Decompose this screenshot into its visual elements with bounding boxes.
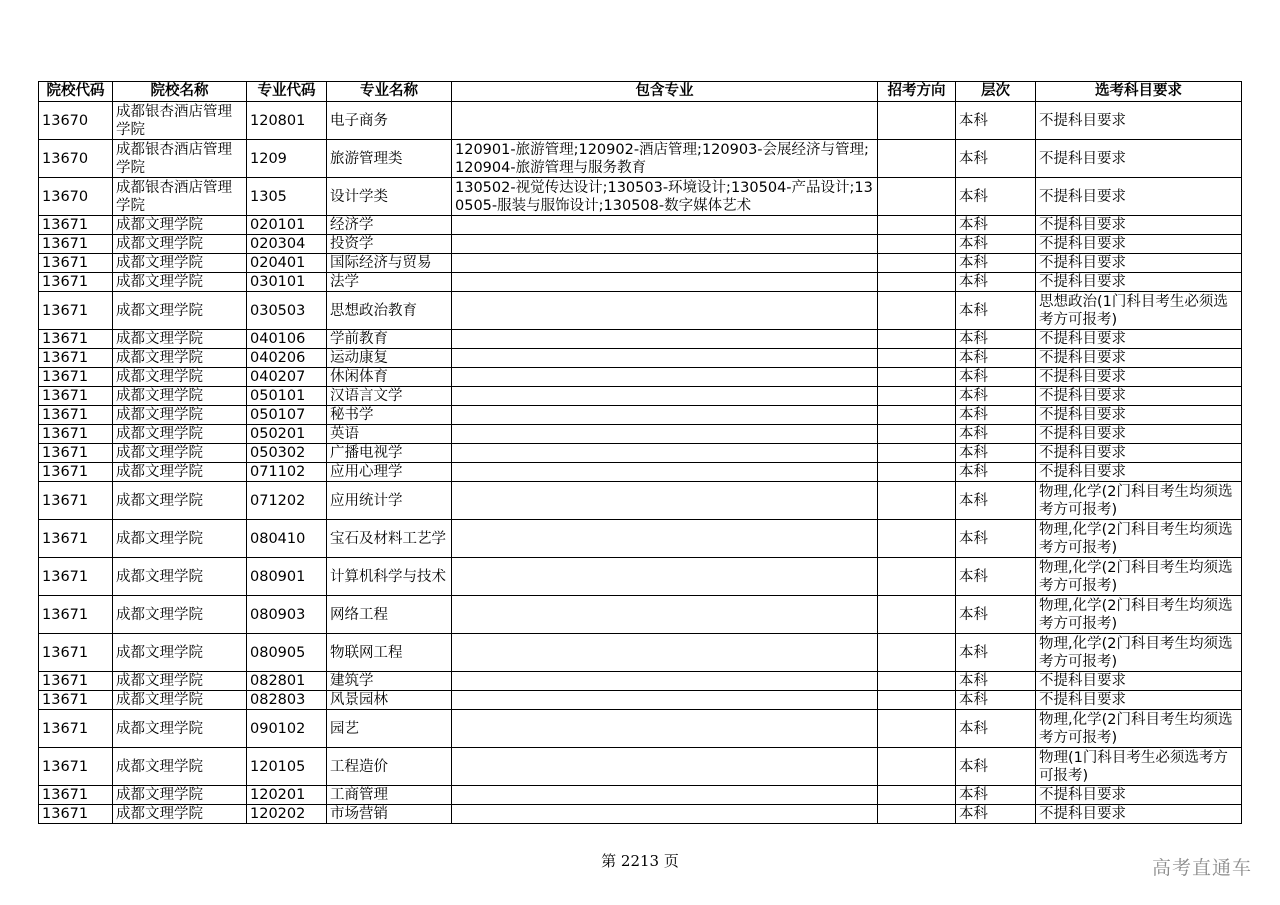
major-code-cell: 1305 bbox=[247, 178, 327, 216]
school-name-cell: 成都文理学院 bbox=[113, 254, 247, 273]
subject-requirement-cell: 不提科目要求 bbox=[1036, 349, 1242, 368]
table-row bbox=[39, 596, 1242, 634]
level-cell: 本科 bbox=[956, 178, 1036, 216]
subject-requirement-cell: 物理,化学(2门科目考生均须选考方可报考) bbox=[1036, 634, 1242, 672]
included-majors-cell bbox=[452, 672, 878, 691]
major-name-cell: 设计学类 bbox=[327, 178, 452, 216]
table-row bbox=[39, 672, 1242, 691]
major-name-cell: 运动康复 bbox=[327, 349, 452, 368]
major-code-cell: 050201 bbox=[247, 425, 327, 444]
school-code-cell: 13671 bbox=[39, 235, 113, 254]
school-name-cell: 成都文理学院 bbox=[113, 406, 247, 425]
school-code-cell: 13671 bbox=[39, 672, 113, 691]
included-majors-cell bbox=[452, 216, 878, 235]
major-name-cell: 计算机科学与技术 bbox=[327, 558, 452, 596]
table-row bbox=[39, 292, 1242, 330]
table-row bbox=[39, 387, 1242, 406]
subject-requirement-cell: 物理,化学(2门科目考生均须选考方可报考) bbox=[1036, 482, 1242, 520]
school-name-cell: 成都文理学院 bbox=[113, 425, 247, 444]
level-cell: 本科 bbox=[956, 216, 1036, 235]
direction-cell bbox=[878, 558, 956, 596]
school-name-cell: 成都文理学院 bbox=[113, 235, 247, 254]
school-name-cell: 成都文理学院 bbox=[113, 786, 247, 805]
level-cell: 本科 bbox=[956, 102, 1036, 140]
school-code-cell: 13671 bbox=[39, 710, 113, 748]
subject-requirement-cell: 不提科目要求 bbox=[1036, 691, 1242, 710]
level-cell: 本科 bbox=[956, 273, 1036, 292]
subject-requirement-cell: 不提科目要求 bbox=[1036, 273, 1242, 292]
school-code-cell: 13671 bbox=[39, 805, 113, 824]
direction-cell bbox=[878, 805, 956, 824]
subject-requirement-cell: 物理,化学(2门科目考生均须选考方可报考) bbox=[1036, 520, 1242, 558]
table-row bbox=[39, 786, 1242, 805]
direction-cell bbox=[878, 482, 956, 520]
direction-cell bbox=[878, 273, 956, 292]
direction-cell bbox=[878, 368, 956, 387]
table-row bbox=[39, 368, 1242, 387]
major-name-cell: 汉语言文学 bbox=[327, 387, 452, 406]
header-level: 层次 bbox=[956, 82, 1036, 102]
included-majors-cell bbox=[452, 482, 878, 520]
subject-requirement-cell: 不提科目要求 bbox=[1036, 672, 1242, 691]
school-code-cell: 13671 bbox=[39, 368, 113, 387]
major-name-cell: 广播电视学 bbox=[327, 444, 452, 463]
level-cell: 本科 bbox=[956, 140, 1036, 178]
major-code-cell: 050107 bbox=[247, 406, 327, 425]
major-code-cell: 080903 bbox=[247, 596, 327, 634]
major-code-cell: 120202 bbox=[247, 805, 327, 824]
school-code-cell: 13671 bbox=[39, 520, 113, 558]
major-code-cell: 040207 bbox=[247, 368, 327, 387]
direction-cell bbox=[878, 216, 956, 235]
table-row bbox=[39, 102, 1242, 140]
subject-requirement-cell: 不提科目要求 bbox=[1036, 444, 1242, 463]
table-row bbox=[39, 444, 1242, 463]
major-name-cell: 园艺 bbox=[327, 710, 452, 748]
direction-cell bbox=[878, 520, 956, 558]
school-name-cell: 成都文理学院 bbox=[113, 691, 247, 710]
direction-cell bbox=[878, 349, 956, 368]
header-major-name: 专业名称 bbox=[327, 82, 452, 102]
school-code-cell: 13670 bbox=[39, 178, 113, 216]
included-majors-cell bbox=[452, 254, 878, 273]
included-majors-cell bbox=[452, 463, 878, 482]
subject-requirement-cell: 物理,化学(2门科目考生均须选考方可报考) bbox=[1036, 710, 1242, 748]
subject-requirement-cell: 物理,化学(2门科目考生均须选考方可报考) bbox=[1036, 596, 1242, 634]
subject-requirement-cell: 物理(1门科目考生必须选考方可报考) bbox=[1036, 748, 1242, 786]
level-cell: 本科 bbox=[956, 482, 1036, 520]
included-majors-cell bbox=[452, 558, 878, 596]
major-code-cell: 071202 bbox=[247, 482, 327, 520]
included-majors-cell bbox=[452, 444, 878, 463]
subject-requirement-cell: 不提科目要求 bbox=[1036, 235, 1242, 254]
included-majors-cell bbox=[452, 748, 878, 786]
major-code-cell: 020101 bbox=[247, 216, 327, 235]
direction-cell bbox=[878, 748, 956, 786]
major-code-cell: 120201 bbox=[247, 786, 327, 805]
table-row bbox=[39, 216, 1242, 235]
school-name-cell: 成都银杏酒店管理学院 bbox=[113, 140, 247, 178]
table-row bbox=[39, 178, 1242, 216]
included-majors-cell bbox=[452, 330, 878, 349]
major-code-cell: 050302 bbox=[247, 444, 327, 463]
major-name-cell: 宝石及材料工艺学 bbox=[327, 520, 452, 558]
table-row bbox=[39, 349, 1242, 368]
level-cell: 本科 bbox=[956, 406, 1036, 425]
level-cell: 本科 bbox=[956, 596, 1036, 634]
major-code-cell: 020304 bbox=[247, 235, 327, 254]
direction-cell bbox=[878, 406, 956, 425]
table-row bbox=[39, 235, 1242, 254]
major-code-cell: 080905 bbox=[247, 634, 327, 672]
school-name-cell: 成都文理学院 bbox=[113, 368, 247, 387]
school-code-cell: 13671 bbox=[39, 425, 113, 444]
level-cell: 本科 bbox=[956, 463, 1036, 482]
major-name-cell: 市场营销 bbox=[327, 805, 452, 824]
major-name-cell: 思想政治教育 bbox=[327, 292, 452, 330]
subject-requirement-cell: 不提科目要求 bbox=[1036, 178, 1242, 216]
school-name-cell: 成都文理学院 bbox=[113, 596, 247, 634]
school-code-cell: 13671 bbox=[39, 748, 113, 786]
subject-requirement-cell: 不提科目要求 bbox=[1036, 330, 1242, 349]
level-cell: 本科 bbox=[956, 254, 1036, 273]
level-cell: 本科 bbox=[956, 235, 1036, 254]
table-row bbox=[39, 273, 1242, 292]
major-code-cell: 120801 bbox=[247, 102, 327, 140]
included-majors-cell: 130502-视觉传达设计;130503-环境设计;130504-产品设计;130505-服装与服饰设计;130508-数字媒体艺术 bbox=[452, 178, 878, 216]
school-code-cell: 13671 bbox=[39, 786, 113, 805]
subject-requirement-cell: 不提科目要求 bbox=[1036, 805, 1242, 824]
table-row bbox=[39, 748, 1242, 786]
subject-requirement-cell: 不提科目要求 bbox=[1036, 140, 1242, 178]
included-majors-cell: 120901-旅游管理;120902-酒店管理;120903-会展经济与管理;120904-旅游管理与服务教育 bbox=[452, 140, 878, 178]
school-code-cell: 13671 bbox=[39, 349, 113, 368]
major-name-cell: 法学 bbox=[327, 273, 452, 292]
subject-requirement-cell: 不提科目要求 bbox=[1036, 368, 1242, 387]
major-code-cell: 082803 bbox=[247, 691, 327, 710]
major-name-cell: 休闲体育 bbox=[327, 368, 452, 387]
included-majors-cell bbox=[452, 235, 878, 254]
major-name-cell: 网络工程 bbox=[327, 596, 452, 634]
school-code-cell: 13671 bbox=[39, 444, 113, 463]
included-majors-cell bbox=[452, 805, 878, 824]
page-number: 第 2213 页 bbox=[601, 852, 679, 870]
level-cell: 本科 bbox=[956, 691, 1036, 710]
major-code-cell: 090102 bbox=[247, 710, 327, 748]
subject-requirement-cell: 思想政治(1门科目考生必须选考方可报考) bbox=[1036, 292, 1242, 330]
level-cell: 本科 bbox=[956, 368, 1036, 387]
table-row bbox=[39, 406, 1242, 425]
level-cell: 本科 bbox=[956, 444, 1036, 463]
header-direction: 招考方向 bbox=[878, 82, 956, 102]
school-code-cell: 13671 bbox=[39, 463, 113, 482]
major-code-cell: 1209 bbox=[247, 140, 327, 178]
school-name-cell: 成都文理学院 bbox=[113, 710, 247, 748]
direction-cell bbox=[878, 710, 956, 748]
included-majors-cell bbox=[452, 273, 878, 292]
direction-cell bbox=[878, 292, 956, 330]
major-name-cell: 电子商务 bbox=[327, 102, 452, 140]
table-row bbox=[39, 140, 1242, 178]
major-name-cell: 英语 bbox=[327, 425, 452, 444]
subject-requirement-cell: 不提科目要求 bbox=[1036, 425, 1242, 444]
school-code-cell: 13671 bbox=[39, 216, 113, 235]
table-row bbox=[39, 482, 1242, 520]
major-name-cell: 秘书学 bbox=[327, 406, 452, 425]
school-name-cell: 成都文理学院 bbox=[113, 634, 247, 672]
table-row bbox=[39, 254, 1242, 273]
major-code-cell: 040106 bbox=[247, 330, 327, 349]
direction-cell bbox=[878, 463, 956, 482]
major-name-cell: 旅游管理类 bbox=[327, 140, 452, 178]
included-majors-cell bbox=[452, 406, 878, 425]
subject-requirement-cell: 不提科目要求 bbox=[1036, 102, 1242, 140]
level-cell: 本科 bbox=[956, 292, 1036, 330]
table-row bbox=[39, 520, 1242, 558]
school-code-cell: 13671 bbox=[39, 691, 113, 710]
level-cell: 本科 bbox=[956, 558, 1036, 596]
header-school-name: 院校名称 bbox=[113, 82, 247, 102]
level-cell: 本科 bbox=[956, 387, 1036, 406]
major-name-cell: 国际经济与贸易 bbox=[327, 254, 452, 273]
direction-cell bbox=[878, 140, 956, 178]
header-major-code: 专业代码 bbox=[247, 82, 327, 102]
school-name-cell: 成都文理学院 bbox=[113, 349, 247, 368]
direction-cell bbox=[878, 102, 956, 140]
subject-requirement-cell: 物理,化学(2门科目考生均须选考方可报考) bbox=[1036, 558, 1242, 596]
school-code-cell: 13671 bbox=[39, 387, 113, 406]
direction-cell bbox=[878, 444, 956, 463]
major-code-cell: 050101 bbox=[247, 387, 327, 406]
watermark-logo-text: 高考直通车 bbox=[1151, 857, 1252, 879]
major-name-cell: 工程造价 bbox=[327, 748, 452, 786]
school-code-cell: 13671 bbox=[39, 596, 113, 634]
school-code-cell: 13671 bbox=[39, 634, 113, 672]
school-name-cell: 成都银杏酒店管理学院 bbox=[113, 102, 247, 140]
school-code-cell: 13670 bbox=[39, 140, 113, 178]
level-cell: 本科 bbox=[956, 786, 1036, 805]
included-majors-cell bbox=[452, 634, 878, 672]
table-body bbox=[39, 102, 1242, 824]
school-code-cell: 13671 bbox=[39, 330, 113, 349]
level-cell: 本科 bbox=[956, 805, 1036, 824]
table-row bbox=[39, 710, 1242, 748]
direction-cell bbox=[878, 330, 956, 349]
major-code-cell: 040206 bbox=[247, 349, 327, 368]
school-name-cell: 成都文理学院 bbox=[113, 292, 247, 330]
school-name-cell: 成都文理学院 bbox=[113, 463, 247, 482]
school-name-cell: 成都文理学院 bbox=[113, 482, 247, 520]
table-row bbox=[39, 425, 1242, 444]
level-cell: 本科 bbox=[956, 710, 1036, 748]
major-code-cell: 080901 bbox=[247, 558, 327, 596]
school-code-cell: 13671 bbox=[39, 273, 113, 292]
major-code-cell: 120105 bbox=[247, 748, 327, 786]
included-majors-cell bbox=[452, 691, 878, 710]
included-majors-cell bbox=[452, 102, 878, 140]
major-name-cell: 学前教育 bbox=[327, 330, 452, 349]
direction-cell bbox=[878, 634, 956, 672]
school-code-cell: 13671 bbox=[39, 254, 113, 273]
header-row bbox=[39, 82, 1242, 102]
included-majors-cell bbox=[452, 425, 878, 444]
level-cell: 本科 bbox=[956, 634, 1036, 672]
header-subject-requirement: 选考科目要求 bbox=[1036, 82, 1242, 102]
major-code-cell: 080410 bbox=[247, 520, 327, 558]
direction-cell bbox=[878, 387, 956, 406]
header-included-majors: 包含专业 bbox=[452, 82, 878, 102]
direction-cell bbox=[878, 596, 956, 634]
school-name-cell: 成都文理学院 bbox=[113, 444, 247, 463]
school-code-cell: 13671 bbox=[39, 292, 113, 330]
included-majors-cell bbox=[452, 520, 878, 558]
major-code-cell: 030503 bbox=[247, 292, 327, 330]
major-name-cell: 物联网工程 bbox=[327, 634, 452, 672]
school-code-cell: 13671 bbox=[39, 482, 113, 520]
level-cell: 本科 bbox=[956, 672, 1036, 691]
table-row bbox=[39, 330, 1242, 349]
major-name-cell: 工商管理 bbox=[327, 786, 452, 805]
school-name-cell: 成都文理学院 bbox=[113, 748, 247, 786]
major-name-cell: 经济学 bbox=[327, 216, 452, 235]
subject-requirement-cell: 不提科目要求 bbox=[1036, 216, 1242, 235]
major-name-cell: 建筑学 bbox=[327, 672, 452, 691]
included-majors-cell bbox=[452, 349, 878, 368]
direction-cell bbox=[878, 254, 956, 273]
table-row bbox=[39, 805, 1242, 824]
school-name-cell: 成都文理学院 bbox=[113, 330, 247, 349]
included-majors-cell bbox=[452, 368, 878, 387]
major-name-cell: 风景园林 bbox=[327, 691, 452, 710]
direction-cell bbox=[878, 691, 956, 710]
school-code-cell: 13670 bbox=[39, 102, 113, 140]
included-majors-cell bbox=[452, 710, 878, 748]
direction-cell bbox=[878, 786, 956, 805]
subject-requirement-cell: 不提科目要求 bbox=[1036, 786, 1242, 805]
admission-table bbox=[38, 81, 1242, 824]
school-name-cell: 成都文理学院 bbox=[113, 520, 247, 558]
school-code-cell: 13671 bbox=[39, 406, 113, 425]
included-majors-cell bbox=[452, 596, 878, 634]
major-name-cell: 应用统计学 bbox=[327, 482, 452, 520]
school-code-cell: 13671 bbox=[39, 558, 113, 596]
level-cell: 本科 bbox=[956, 748, 1036, 786]
subject-requirement-cell: 不提科目要求 bbox=[1036, 387, 1242, 406]
school-name-cell: 成都文理学院 bbox=[113, 216, 247, 235]
major-name-cell: 投资学 bbox=[327, 235, 452, 254]
school-name-cell: 成都文理学院 bbox=[113, 805, 247, 824]
level-cell: 本科 bbox=[956, 330, 1036, 349]
level-cell: 本科 bbox=[956, 349, 1036, 368]
level-cell: 本科 bbox=[956, 425, 1036, 444]
school-name-cell: 成都银杏酒店管理学院 bbox=[113, 178, 247, 216]
school-name-cell: 成都文理学院 bbox=[113, 672, 247, 691]
major-code-cell: 071102 bbox=[247, 463, 327, 482]
table-row bbox=[39, 558, 1242, 596]
subject-requirement-cell: 不提科目要求 bbox=[1036, 254, 1242, 273]
direction-cell bbox=[878, 425, 956, 444]
school-name-cell: 成都文理学院 bbox=[113, 273, 247, 292]
table-row bbox=[39, 691, 1242, 710]
header-school-code: 院校代码 bbox=[39, 82, 113, 102]
major-name-cell: 应用心理学 bbox=[327, 463, 452, 482]
table-row bbox=[39, 463, 1242, 482]
subject-requirement-cell: 不提科目要求 bbox=[1036, 406, 1242, 425]
table-row bbox=[39, 634, 1242, 672]
direction-cell bbox=[878, 178, 956, 216]
included-majors-cell bbox=[452, 786, 878, 805]
included-majors-cell bbox=[452, 387, 878, 406]
school-name-cell: 成都文理学院 bbox=[113, 558, 247, 596]
direction-cell bbox=[878, 672, 956, 691]
level-cell: 本科 bbox=[956, 520, 1036, 558]
school-name-cell: 成都文理学院 bbox=[113, 387, 247, 406]
major-code-cell: 030101 bbox=[247, 273, 327, 292]
included-majors-cell bbox=[452, 292, 878, 330]
major-code-cell: 020401 bbox=[247, 254, 327, 273]
major-code-cell: 082801 bbox=[247, 672, 327, 691]
subject-requirement-cell: 不提科目要求 bbox=[1036, 463, 1242, 482]
direction-cell bbox=[878, 235, 956, 254]
